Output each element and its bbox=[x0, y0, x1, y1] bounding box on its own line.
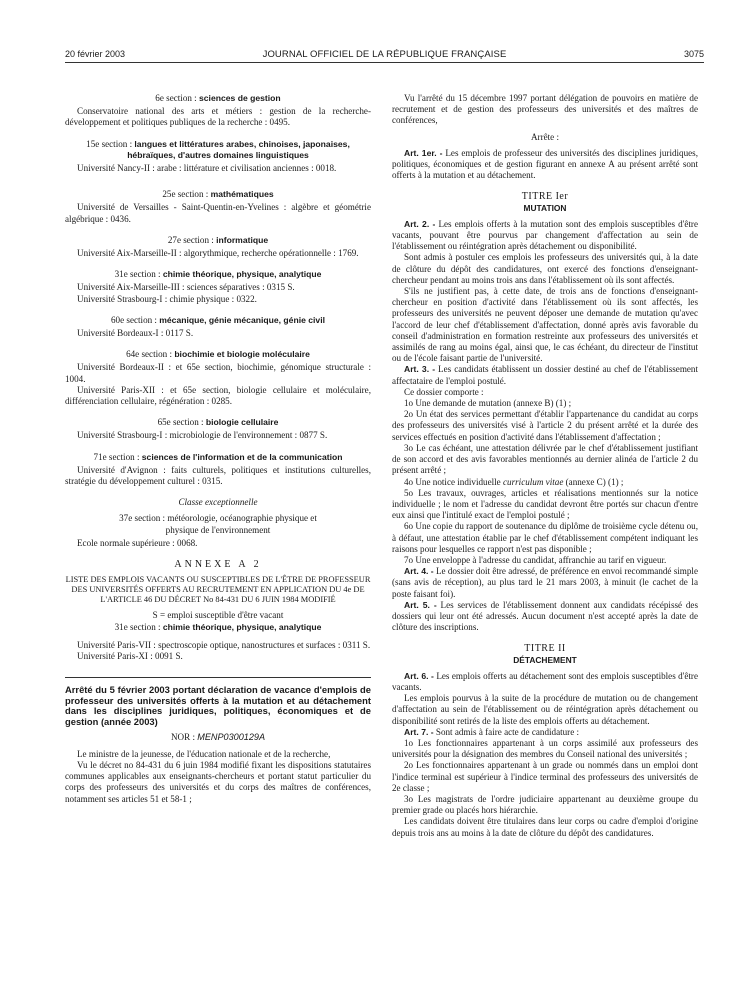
section-entry: Université Nancy-II : arabe : littérature et civilisation anciennes : 0018. bbox=[77, 163, 337, 174]
body-paragraph: Ce dossier comporte : bbox=[404, 386, 484, 397]
right-column bbox=[392, 93, 698, 839]
s-definition: S = emploi susceptible d'être vacant bbox=[152, 610, 284, 621]
list-item: 1o Une demande de mutation (annexe B) (1) ; bbox=[404, 398, 572, 409]
classe-heading: Classe exceptionnelle bbox=[178, 497, 258, 508]
article: Art. 5. - Les services de l'établissement donnent aux candidats récépissé des dossiers qui leur ont été adressés. Aucun document n'est accepté après la date de clôture des inscriptions. bbox=[392, 599, 699, 633]
section-entry: Université Paris-VII : spectroscopie optique, nanostructures et surfaces : 0311 S. bbox=[77, 639, 371, 650]
article: Art. 7. - Sont admis à faire acte de candidature : bbox=[404, 726, 580, 737]
section-entry: Conservatoire national des arts et métiers : gestion de la recherche-développement et politiques publiques de la recherche : 0495. bbox=[65, 106, 371, 128]
section-heading: 27e section : informatique bbox=[167, 234, 269, 245]
list-item: 5o Les travaux, ouvrages, articles et réalisations mentionnés sur la notice individuelle ; le nom et l'adresse du candidat devront être portés sur chacun d'entre eux ainsi que l'intitulé exact de l'emploi postulé ; bbox=[392, 487, 698, 521]
section-heading: 31e section : chimie théorique, physique, analytique bbox=[114, 621, 322, 632]
section-heading: 31e section : chimie théorique, physique, analytique bbox=[114, 269, 322, 280]
article: Art. 2. - Les emplois offerts à la mutation sont des emplois susceptibles d'être vacants, pouvant être pourvus par changement d'affectation au sein de l'établissement ou réintégration après détachement ou disponibilité. bbox=[392, 218, 698, 252]
section-heading: 15e section : langues et littératures arabes, chinoises, japonaises, hébraïques, d'autres domaines linguistiques bbox=[86, 138, 350, 160]
section-entry: Université Bordeaux-I : 0117 S. bbox=[77, 328, 194, 339]
section-entry: Université Aix-Marseille-II : algorythmique, recherche opérationnelle : 1769. bbox=[77, 248, 359, 259]
section-entry: Université Aix-Marseille-III : sciences séparatives : 0315 S. bbox=[77, 282, 295, 293]
body-paragraph: Les candidats doivent être titulaires dans leur corps ou cadre d'emploi d'origine depuis trois ans au moins à la date de clôture du dépôt des candidatures. bbox=[392, 816, 698, 838]
section-heading: 64e section : biochimie et biologie moléculaire bbox=[126, 349, 310, 360]
section-heading: 71e section : sciences de l'information et de la communication bbox=[93, 451, 343, 462]
section-heading: 6e section : sciences de gestion bbox=[155, 93, 281, 103]
section-heading: 25e section : mathématiques bbox=[162, 189, 274, 200]
page-header bbox=[65, 48, 704, 62]
article: Art. 1er. - Les emplois de professeur des universités des disciplines juridiques, politiques, économiques et de gestion figurant en annexe A au présent arrêté sont offerts à la mutation et au détachement. bbox=[392, 147, 698, 181]
body-paragraph: Vu le décret no 84-431 du 6 juin 1984 modifié fixant les dispositions statutaires communes applicables aux enseignants-chercheurs et portant statut particulier du corps des professeurs des universités et du corps des maîtres de conférences, notamment ses articles 51 et 58-1 ; bbox=[65, 759, 371, 804]
section-entry: Université Paris-XII : et 65e section, biologie cellulaire et moléculaire, différenciation cellulaire, régénération : 0285. bbox=[65, 384, 371, 407]
page-number: 3075 bbox=[683, 49, 704, 59]
list-item: 2o Les fonctionnaires appartenant à un grade ou nommés dans un emploi dont l'indice terminal est supérieur à l'indice terminal des professeurs des universités de 2e classe ; bbox=[392, 760, 698, 793]
section-entry: Université Strasbourg-I : chimie physique : 0322. bbox=[77, 293, 257, 304]
section-entry: Université d'Avignon : faits culturels, politiques et institutions culturelles, stratégie du développement culturel : 0315. bbox=[65, 464, 371, 487]
body-paragraph: Les emplois pourvus à la suite de la procédure de mutation ou de changement d'affectation au sein de l'établissement ou de réintégration après détachement ou disponibilité sont retirés de la liste des emplois offerts au détachement. bbox=[392, 693, 698, 726]
section-entry: Ecole normale supérieure : 0068. bbox=[77, 537, 198, 548]
journal-title: JOURNAL OFFICIEL DE LA RÉPUBLIQUE FRANÇAISE bbox=[262, 49, 507, 60]
section-heading: 60e section : mécanique, génie mécanique, génie civil bbox=[111, 314, 325, 325]
titre-heading: TITRE II bbox=[524, 643, 566, 655]
section-heading: 65e section : biologie cellulaire bbox=[157, 417, 279, 428]
subtitre-heading: MUTATION bbox=[523, 202, 567, 213]
list-item: 3o Le cas échéant, une attestation délivrée par le chef d'établissement justifiant de son accord et des avis favorables mentionnés au dernier alinéa de l'article 2 du présent arrêté ; bbox=[392, 442, 698, 476]
subtitre-heading: DÉTACHEMENT bbox=[513, 654, 577, 665]
list-item: 2o Un état des services permettant d'établir l'appartenance du candidat au corps des professeurs des universités visé à l'article 2 du présent arrêté et la durée des services effectués en position d'activité dans l'établissement d'affectation ; bbox=[392, 409, 698, 442]
body-paragraph: Sont admis à postuler ces emplois les professeurs des universités qui, à la date de clôture du dépôt des candidatures, ont exercé des fonctions d'enseignant-chercheur pendant au moins trois ans dans l'établissement où ils sont affectés. bbox=[392, 252, 698, 285]
list-item: 1o Les fonctionnaires appartenant à un corps assimilé aux professeurs des universités pour la désignation des membres du Conseil national des universités ; bbox=[392, 737, 698, 760]
article: Art. 3. - Les candidats établissent un dossier destiné au chef de l'établissement affectataire de l'emploi postulé. bbox=[392, 364, 698, 386]
article: Art. 4. - Le dossier doit être adressé, de préférence en envoi recommandé simple (sans avis de réception), au plus tard le 21 mars 2003, à minuit (le cachet de la poste faisant foi). bbox=[392, 566, 698, 599]
body-paragraph: Vu l'arrêté du 15 décembre 1997 portant délégation de pouvoirs en matière de recrutement et de gestion des professeurs des universités et des maîtres de conférences, bbox=[392, 93, 698, 126]
list-item: 6o Une copie du rapport de soutenance du diplôme de troisième cycle détenu ou, à défaut, une attestation établie par le chef d'établissement compétent indiquant les raisons pour lesquelles ce rapport n'est pas disponible ; bbox=[392, 521, 698, 554]
arrete-title: Arrêté du 5 février 2003 portant déclaration de vacance d'emplois de professeur des universités offerts à la mutation et au détachement dans les disciplines juridiques, politiques, économiques et de gestion (année 2003) bbox=[65, 677, 371, 727]
section-entry: Université de Versailles - Saint-Quentin-en-Yvelines : algèbre et géométrie algébrique : 0436. bbox=[65, 202, 371, 224]
annexe-caption: LISTE DES EMPLOIS VACANTS OU SUSCEPTIBLES DE L'ÊTRE DE PROFESSEUR DES UNIVERSITÉS OFFERTS AU RECRUTEMENT EN APPLICATION DU 4e DE L'ARTICLE 46 DU DÉCRET No 84-431 DU 6 JUIN 1984 MODIFIÉ bbox=[65, 575, 371, 605]
header-rule bbox=[65, 62, 704, 63]
section-entry: Université Bordeaux-II : et 65e section, biochimie, génomique structurale : 1004. bbox=[65, 362, 371, 384]
body-paragraph: Le ministre de la jeunesse, de l'éducation nationale et de la recherche, bbox=[77, 748, 331, 759]
section-entry: Université Strasbourg-I : microbiologie de l'environnement : 0877 S. bbox=[77, 430, 328, 441]
list-item: 4o Une notice individuelle curriculum vitae (annexe C) (1) ; bbox=[404, 476, 624, 487]
annexe-heading: ANNEXE A 2 bbox=[174, 559, 262, 571]
section-heading: 37e section : météorologie, océanographie physique et physique de l'environnement bbox=[119, 513, 317, 535]
body-paragraph: S'ils ne justifient pas, à cette date, de trois ans de fonctions d'enseignant-chercheur en position d'activité dans l'établissement où ils sont affectés, les professeurs des universités ne peuvent déposer une demande de mutation qu'avec l'accord de leur chef d'établissement d'affectation, donné après avis favorable du conseil d'administration en formation restreinte aux professeurs des universités et assimilés de rang au moins égal, ainsi que, le cas échéant, du directeur de l'institut ou de l'école faisant partie de l'université. bbox=[392, 286, 698, 364]
article: Art. 6. - Les emplois offerts au détachement sont des emplois susceptibles d'être vacants. bbox=[392, 670, 698, 692]
list-item: 7o Une enveloppe à l'adresse du candidat, affranchie au tarif en vigueur. bbox=[404, 554, 667, 565]
section-entry: Université Paris-XI : 0091 S. bbox=[77, 650, 183, 661]
header-date: 20 février 2003 bbox=[65, 49, 126, 59]
list-item: 3o Les magistrats de l'ordre judiciaire appartenant au deuxième groupe du premier grade ou placés hors hiérarchie. bbox=[392, 793, 698, 816]
arrete-label: Arrête : bbox=[530, 131, 560, 142]
nor-reference: NOR : MENP0300129A bbox=[170, 732, 266, 743]
left-column bbox=[65, 93, 371, 805]
titre-heading: TITRE Ier bbox=[521, 191, 569, 203]
